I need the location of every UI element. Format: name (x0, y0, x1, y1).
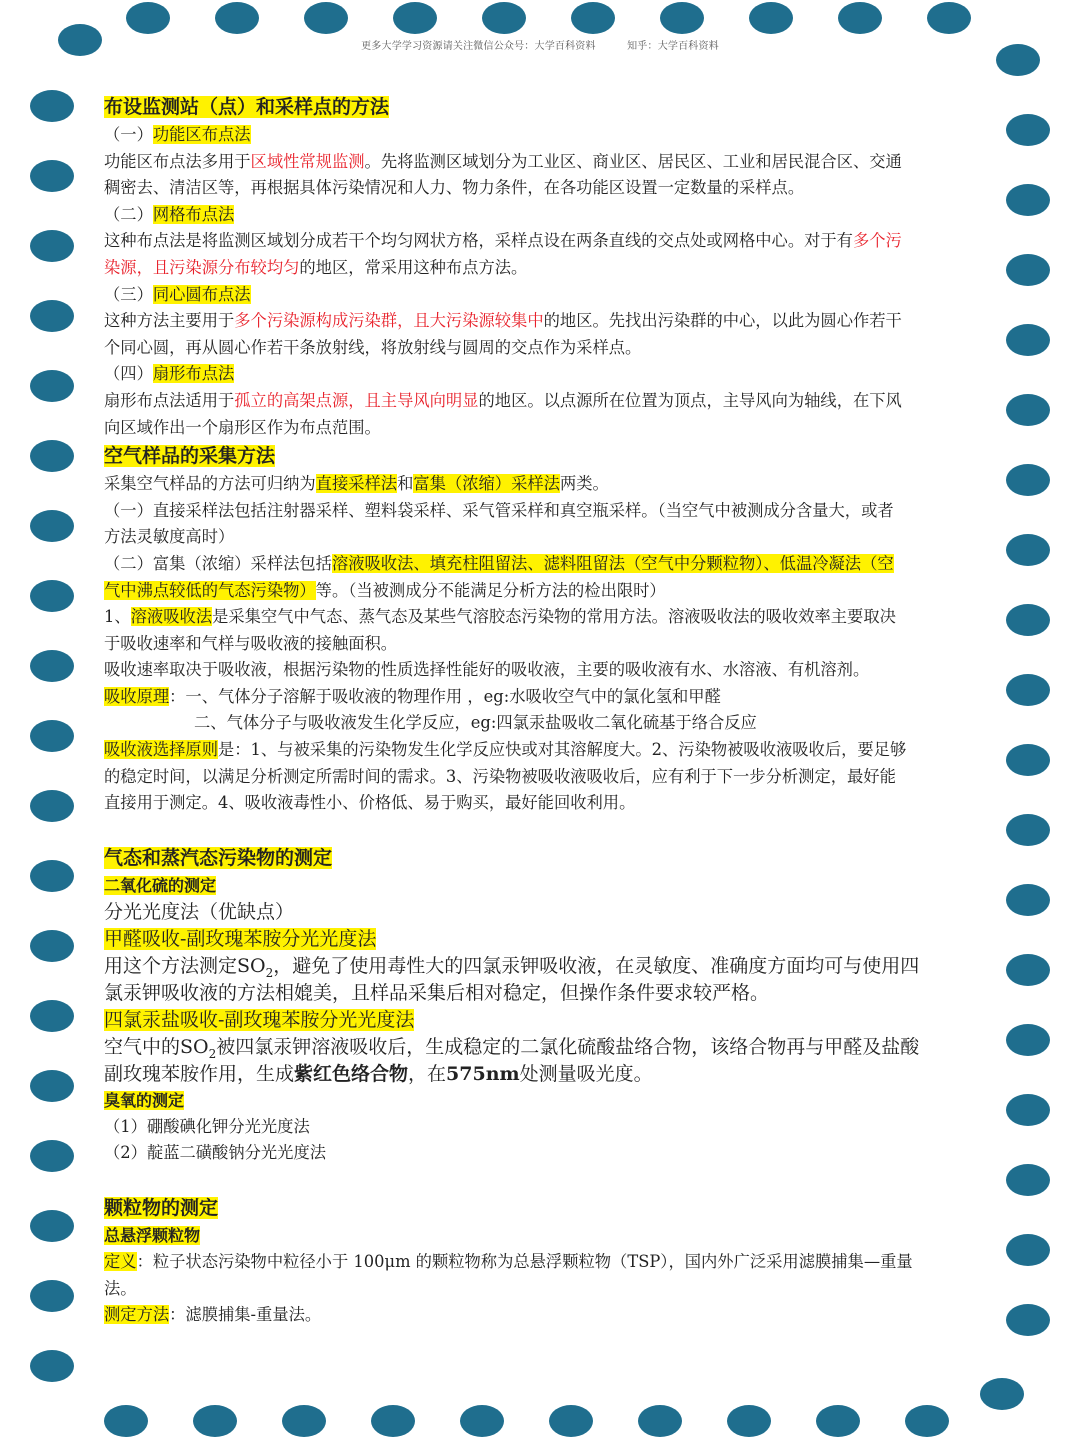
border-dot (638, 1405, 682, 1437)
border-dot (727, 1405, 771, 1437)
border-dot (30, 1210, 74, 1242)
border-dot (30, 90, 74, 122)
border-dot (571, 2, 615, 34)
border-dot (282, 1405, 326, 1437)
border-dot (1006, 254, 1050, 286)
border-dot (460, 1405, 504, 1437)
paragraph-line: （二）富集（浓缩）采样法包括溶液吸收法、填充柱阻留法、滤料阻留法（空气中分颗粒物）、低温冷凝法（空 (104, 553, 894, 573)
section-title: 空气样品的采集方法 (104, 445, 276, 468)
method-heading: （一）功能区布点法 (104, 125, 251, 144)
paragraph-line: 吸收液选择原则是：1、与被采集的污染物发生化学反应快或对其溶解度大。2、污染物被吸收液吸收后，要足够 (104, 740, 907, 760)
border-dot (30, 300, 74, 332)
paragraph-line: 直接用于测定。4、吸收液毒性小、价格低、易于购买，最好能回收利用。 (104, 793, 636, 813)
paragraph-line: 用这个方法测定$SO_2$，避免了使用毒性大的四氯汞钾吸收液，在灵敏度、准确度方面均可与使用四 (104, 954, 920, 980)
method-heading: 甲醛吸收-副玫瑰苯胺分光光度法 (104, 927, 377, 950)
paragraph-line: 方法灵敏度高时） (104, 527, 235, 547)
border-dot (1006, 1094, 1050, 1126)
method-heading: 四氯汞盐吸收-副玫瑰苯胺分光光度法 (104, 1008, 415, 1031)
border-dot (1006, 814, 1050, 846)
border-dot (30, 1350, 74, 1382)
border-dot (30, 230, 74, 262)
page-header (0, 37, 1080, 52)
paragraph-line: 这种布点法是将监测区域划分成若干个均匀网状方格，采样点设在两条直线的交点处或网格中心。对于有多个污 (104, 231, 902, 251)
paragraph-line: 1、溶液吸收法是采集空气中气态、蒸气态及某些气溶胶态污染物的常用方法。溶液吸收法的吸收效率主要取决 (104, 607, 896, 627)
list-item: （2）靛蓝二磺酸钠分光光度法 (104, 1143, 327, 1163)
border-dot (30, 160, 74, 192)
border-dot (1006, 464, 1050, 496)
method-heading: （二）网格布点法 (104, 204, 235, 224)
border-dot (1006, 884, 1050, 916)
paragraph-line: 吸收速率取决于吸收液，根据污染物的性质选择性能好的吸收液，主要的吸收液有水、水溶液、有机溶剂。 (104, 660, 870, 680)
paragraph-line: 个同心圆，再从圆心作若干条放射线，将放射线与圆周的交点作为采样点。 (104, 337, 642, 357)
border-dot (30, 370, 74, 402)
paragraph-line: 氯汞钾吸收液的方法相媲美，且样品采集后相对稳定，但操作条件要求较严格。 (104, 981, 770, 1004)
border-dot (30, 860, 74, 892)
header-left: 更多大学学习资源请关注微信公众号：大学百科资料 (361, 41, 596, 52)
border-dot (1006, 1304, 1050, 1336)
border-dot (549, 1405, 593, 1437)
border-dot (1006, 954, 1050, 986)
document-body (104, 92, 978, 1329)
section-title: 气态和蒸汽态污染物的测定 (104, 846, 333, 869)
border-dot (927, 2, 971, 34)
border-dot (30, 510, 74, 542)
subsection-title: 臭氧的测定 (104, 1090, 185, 1110)
paragraph-line: 分光光度法（优缺点） (104, 900, 295, 923)
border-dot (482, 2, 526, 34)
section-title: 颗粒物的测定 (104, 1197, 219, 1220)
border-dot (749, 2, 793, 34)
paragraph-line: 这种方法主要用于多个污染源构成污染群，且大污染源较集中的地区。先找出污染群的中心，以此为圆心作若干 (104, 311, 902, 331)
paragraph-line: （一）直接采样法包括注射器采样、塑料袋采样、采气管采样和真空瓶采样。（当空气中被测成分含量大，或者 (104, 500, 894, 520)
border-dot (304, 2, 348, 34)
border-dot (30, 1140, 74, 1172)
border-dot (30, 1280, 74, 1312)
border-dot (30, 1070, 74, 1102)
paragraph-line: 采集空气样品的方法可归纳为直接采样法和富集（浓缩）采样法两类。 (104, 474, 609, 494)
border-dot (30, 790, 74, 822)
paragraph-line: 法。 (104, 1278, 137, 1298)
section-title: 布设监测站（点）和采样点的方法 (104, 96, 390, 118)
paragraph-line: 空气中的$SO_2$被四氯汞钾溶液吸收后，生成稳定的二氯化硫酸盐络合物，该络合物再与甲醛及盐酸 (104, 1035, 920, 1061)
method-heading: （三）同心圆布点法 (104, 284, 251, 304)
border-dot (816, 1405, 860, 1437)
paragraph-line: 的稳定时间，以满足分析测定所需时间的需求。3、污染物被吸收液吸收后，应有利于下一步分析测定，最好能 (104, 766, 896, 786)
list-item: （1）硼酸碘化钾分光光度法 (104, 1116, 310, 1136)
border-dot (215, 2, 259, 34)
border-dot (193, 1405, 237, 1437)
paragraph-line: 染源，且污染源分布较均匀的地区，常采用这种布点方法。 (104, 257, 528, 277)
paragraph-line: 功能区布点法多用于区域性常规监测。先将监测区域划分为工业区、商业区、居民区、工业和居民混合区、交通 (104, 151, 902, 171)
subsection-title: 二氧化硫的测定 (104, 875, 217, 895)
border-dot (30, 1000, 74, 1032)
border-dot (1006, 114, 1050, 146)
border-dot (30, 650, 74, 682)
border-dot (1006, 394, 1050, 426)
border-dot (905, 1405, 949, 1437)
paragraph-line: 气中沸点较低的气态污染物）等。（当被测成分不能满足分析方法的检出限时） (104, 580, 666, 600)
border-dot (1006, 1164, 1050, 1196)
method-heading: （四）扇形布点法 (104, 364, 235, 384)
paragraph-line: 定义：粒子状态污染物中粒径小于 100μm 的颗粒物称为总悬浮颗粒物（TSP），国内外广泛采用滤膜捕集—重量 (104, 1252, 913, 1272)
border-dot (838, 2, 882, 34)
border-dot (1006, 744, 1050, 776)
border-dot (1006, 1024, 1050, 1056)
paragraph-line: 向区域作出一个扇形区作为布点范围。 (104, 417, 381, 437)
border-dot (1006, 1234, 1050, 1266)
border-dot (393, 2, 437, 34)
border-dot (1006, 674, 1050, 706)
border-dot (371, 1405, 415, 1437)
paragraph-line: 稠密去、清洁区等，再根据具体污染情况和人力、物力条件，在各功能区设置一定数量的采样点。 (104, 178, 805, 198)
paragraph-line: 于吸收速率和气样与吸收液的接触面积。 (104, 633, 398, 653)
border-dot (30, 720, 74, 752)
border-dot (30, 580, 74, 612)
border-dot (30, 440, 74, 472)
border-dot (104, 1405, 148, 1437)
border-dot (1006, 534, 1050, 566)
paragraph-line: 测定方法：滤膜捕集-重量法。 (104, 1305, 322, 1325)
paragraph-line: 扇形布点法适用于孤立的高架点源，且主导风向明显的地区。以点源所在位置为顶点，主导风向为轴线，在下风 (104, 390, 902, 410)
border-dot (1006, 184, 1050, 216)
paragraph-line: 二、气体分子与吸收液发生化学反应，eg:四氯汞盐吸收二氧化硫基于络合反应 (194, 713, 757, 733)
border-dot (126, 2, 170, 34)
paragraph-line: 吸收原理：一、气体分子溶解于吸收液的物理作用 ，eg:水吸收空气中的氯化氢和甲醛 (104, 686, 721, 706)
border-dot (660, 2, 704, 34)
border-dot (980, 1378, 1024, 1410)
border-dot (1006, 324, 1050, 356)
subsection-title: 总悬浮颗粒物 (104, 1226, 201, 1246)
border-dot (30, 930, 74, 962)
border-dot (1006, 604, 1050, 636)
paragraph-line: 副玫瑰苯胺作用，生成紫红色络合物，在575nm处测量吸光度。 (104, 1062, 653, 1085)
header-right: 知乎：大学百科资料 (627, 41, 719, 52)
